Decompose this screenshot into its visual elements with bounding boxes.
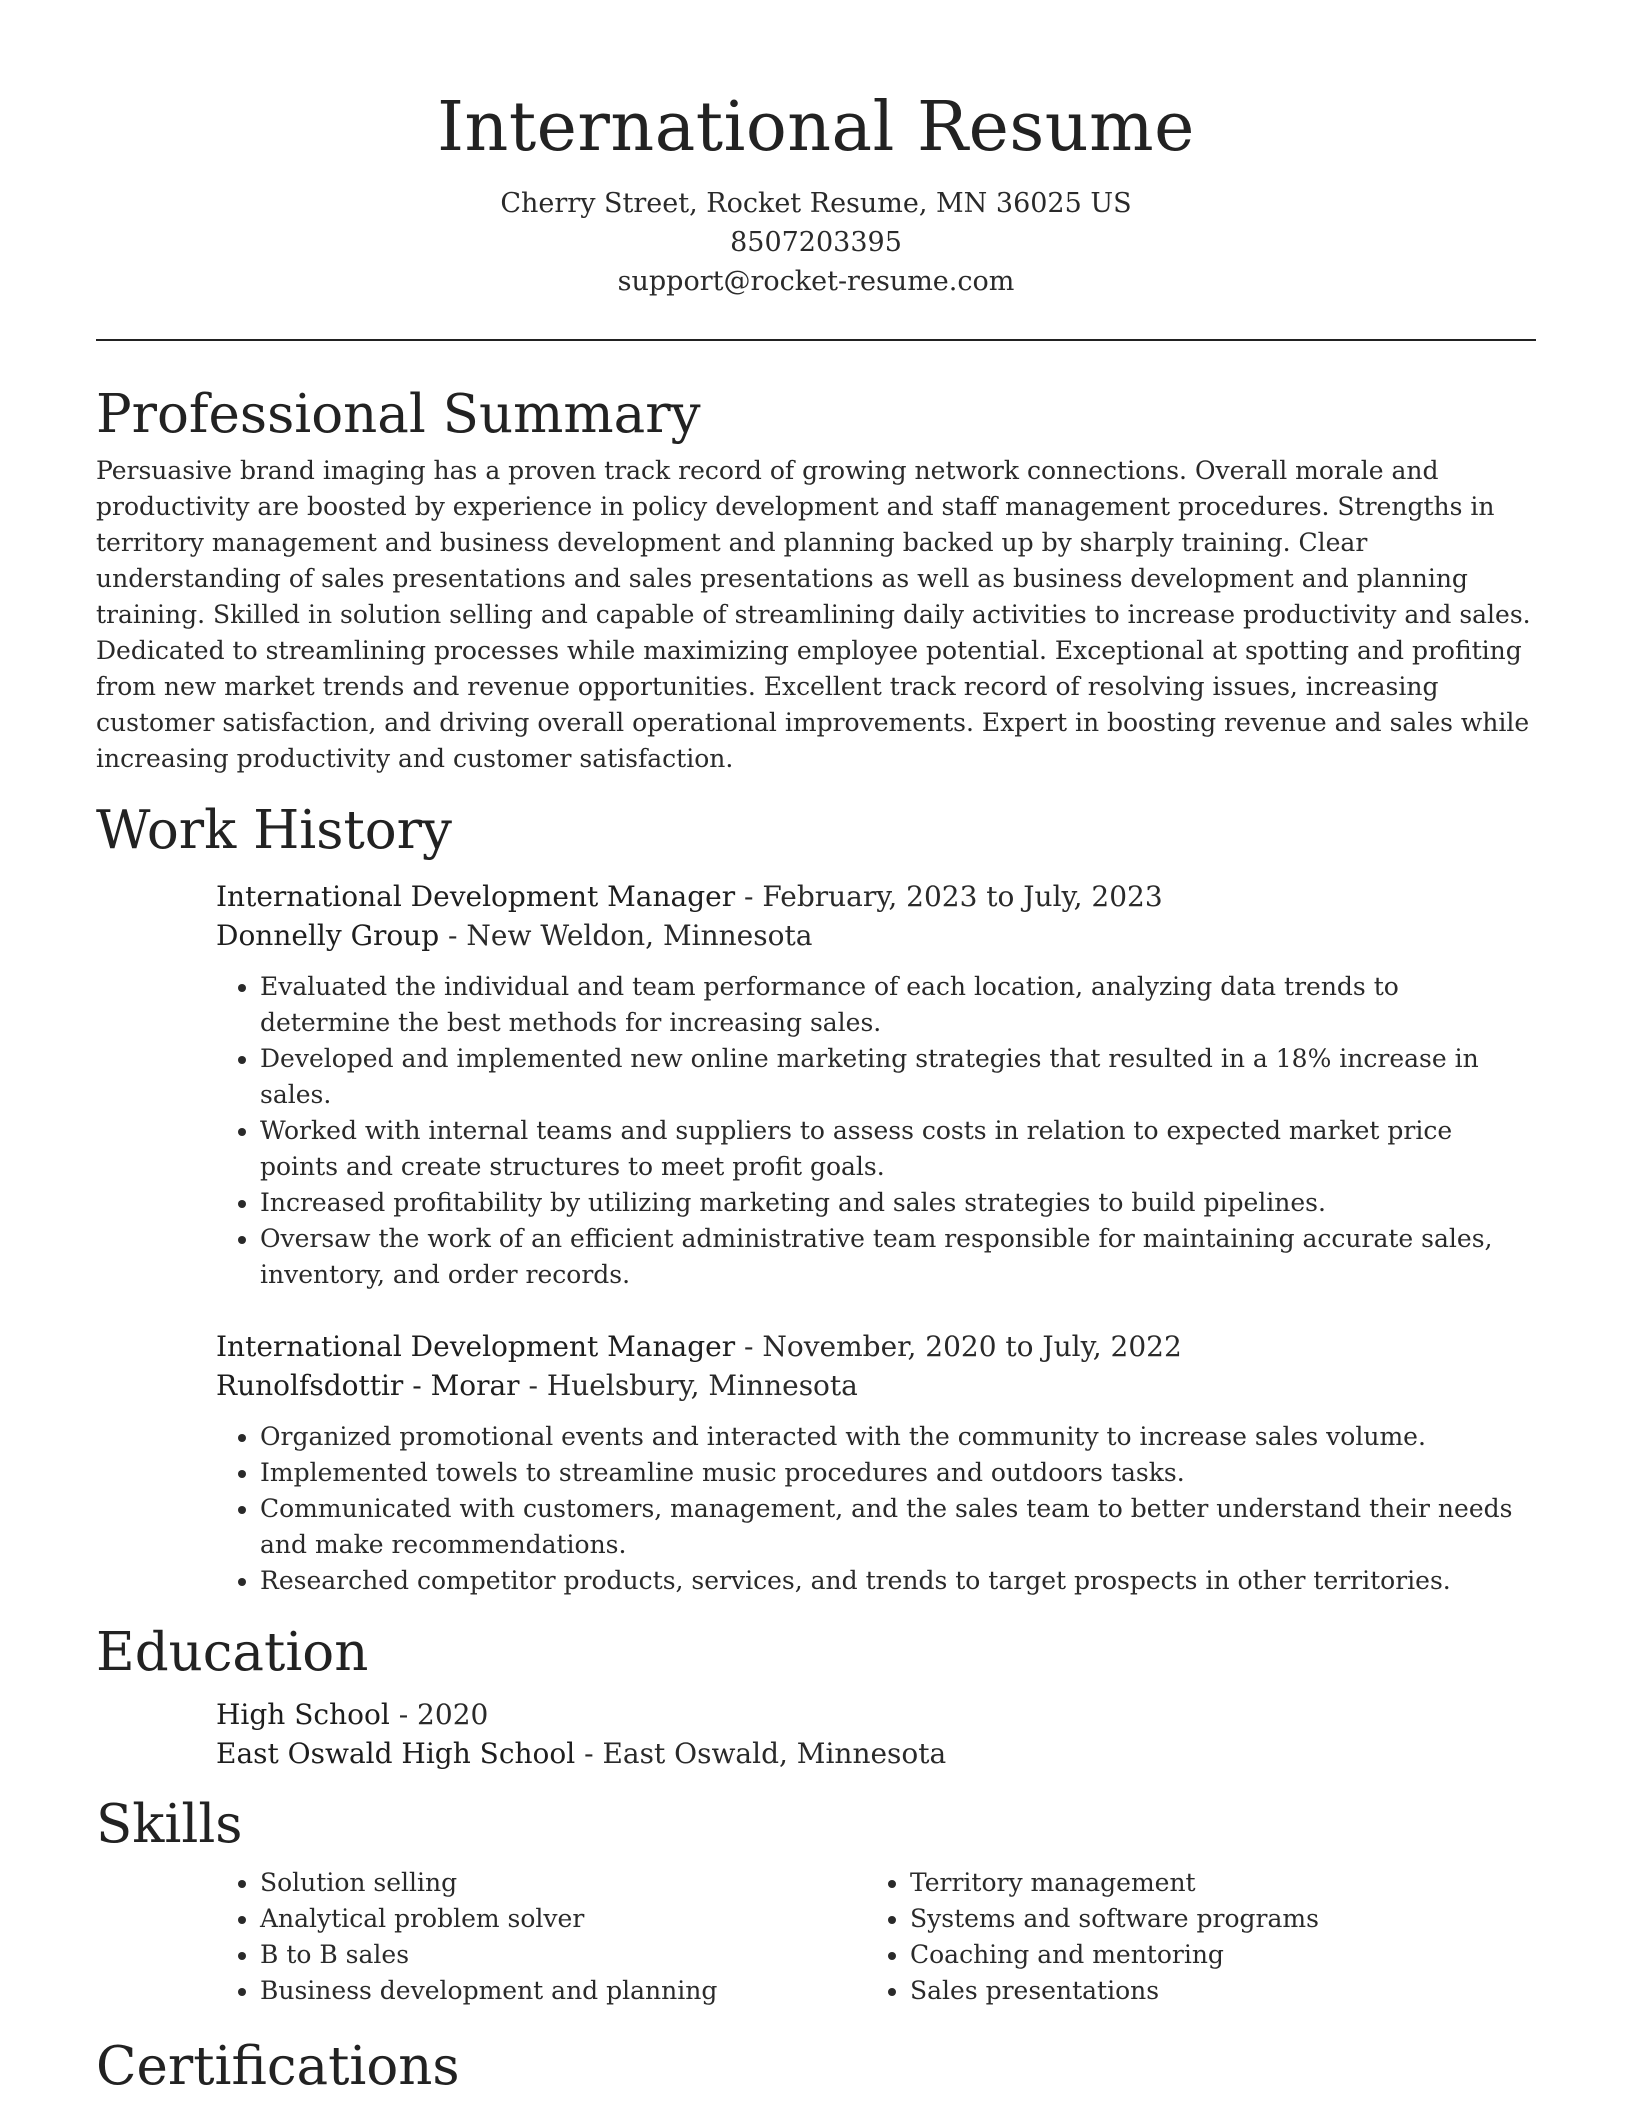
list-item: • Systems and software programs bbox=[910, 1901, 1516, 1937]
resume-title: International Resume bbox=[437, 88, 1195, 167]
skills-section bbox=[96, 1793, 1536, 2009]
skills-column-right bbox=[866, 1865, 1516, 2009]
list-item: • Sales presentations bbox=[910, 1973, 1516, 2009]
contact-email: support@rocket-resume.com bbox=[617, 266, 1015, 297]
job-title: International Development Manager bbox=[216, 1330, 736, 1363]
summary-heading: Professional Summary bbox=[96, 384, 701, 445]
job-entry bbox=[216, 877, 1536, 1293]
skills-column-left bbox=[216, 1865, 866, 2009]
education-entry bbox=[216, 1695, 1536, 1773]
education-degree: High School bbox=[216, 1698, 390, 1731]
education-year: - 2020 bbox=[389, 1698, 489, 1731]
job-dates: - February, 2023 to July, 2023 bbox=[735, 880, 1163, 913]
list-item: • Analytical problem solver bbox=[260, 1901, 866, 1937]
summary-text: Persuasive brand imaging has a proven track record of growing network connections. Overall morale and productivity are boosted by experience in policy development and staff management procedures. Strengths in territory management and business development and planning backed up by sharply training. Clear understanding of sales presentations and sales presentations as well as business development and planning training. Skilled in solution selling and capable of streamlining daily activities to increase productivity and sales. Dedicated to streamlining processes while maximizing employee potential. Exceptional at spotting and profiting from new market trends and revenue opportunities. Excellent track record of resolving issues, increasing customer satisfaction, and driving overall operational improvements. Expert in boosting revenue and sales while increasing productivity and customer satisfaction. bbox=[96, 456, 1531, 773]
list-item: • Worked with internal teams and suppliers to assess costs in relation to expected market price points and create structures to meet profit goals. bbox=[260, 1113, 1536, 1185]
list-item: • Organized promotional events and interacted with the community to increase sales volume. bbox=[260, 1419, 1536, 1455]
list-item: • B to B sales bbox=[260, 1937, 866, 1973]
job-bullets bbox=[216, 1419, 1536, 1599]
list-item: • Oversaw the work of an efficient administrative team responsible for maintaining accurate sales, inventory, and order records. bbox=[260, 1221, 1536, 1293]
education-degree-line bbox=[216, 1695, 1536, 1734]
certifications-heading: Certifications bbox=[96, 2036, 460, 2097]
job-entry bbox=[216, 1327, 1536, 1599]
list-item: • Implemented towels to streamline music procedures and outdoors tasks. bbox=[260, 1455, 1536, 1491]
job-dates: - November, 2020 to July, 2022 bbox=[735, 1330, 1182, 1363]
job-location: - New Weldon, Minnesota bbox=[439, 919, 813, 952]
job-company: Runolfsdottir - Morar bbox=[216, 1369, 520, 1402]
contact-address: Cherry Street, Rocket Resume, MN 36025 US bbox=[500, 188, 1132, 219]
job-company-line bbox=[216, 916, 1536, 955]
resume-header bbox=[0, 0, 1632, 301]
contact-phone: 8507203395 bbox=[730, 227, 902, 258]
list-item: • Increased profitability by utilizing marketing and sales strategies to build pipelines. bbox=[260, 1185, 1536, 1221]
summary-section bbox=[96, 383, 1536, 777]
job-company: Donnelly Group bbox=[216, 919, 440, 952]
work-heading: Work History bbox=[96, 800, 452, 861]
list-item: • Coaching and mentoring bbox=[910, 1937, 1516, 1973]
education-school: East Oswald High School bbox=[216, 1737, 576, 1770]
job-title-line bbox=[216, 1327, 1536, 1366]
job-title-line bbox=[216, 877, 1536, 916]
list-item: • Evaluated the individual and team performance of each location, analyzing data trends to determine the best methods for increasing sales. bbox=[260, 969, 1536, 1041]
work-section bbox=[96, 799, 1536, 1599]
contact-block bbox=[0, 184, 1632, 301]
job-location: - Huelsbury, Minnesota bbox=[519, 1369, 858, 1402]
job-company-line bbox=[216, 1366, 1536, 1405]
education-heading: Education bbox=[96, 1622, 369, 1683]
education-location: - East Oswald, Minnesota bbox=[575, 1737, 947, 1770]
skills-heading: Skills bbox=[96, 1794, 243, 1855]
list-item: • Business development and planning bbox=[260, 1973, 866, 2009]
job-title: International Development Manager bbox=[216, 880, 736, 913]
list-item: • Territory management bbox=[910, 1865, 1516, 1901]
education-section bbox=[96, 1621, 1536, 1773]
header-divider bbox=[96, 339, 1536, 341]
list-item: • Developed and implemented new online marketing strategies that resulted in a 18% increase in sales. bbox=[260, 1041, 1536, 1113]
education-school-line bbox=[216, 1734, 1536, 1773]
list-item: • Communicated with customers, management, and the sales team to better understand their needs and make recommendations. bbox=[260, 1491, 1536, 1563]
list-item: • Researched competitor products, services, and trends to target prospects in other territories. bbox=[260, 1563, 1536, 1599]
list-item: • Solution selling bbox=[260, 1865, 866, 1901]
job-bullets bbox=[216, 969, 1536, 1293]
skills-grid bbox=[216, 1865, 1536, 2009]
certifications-section bbox=[96, 2035, 1536, 2099]
